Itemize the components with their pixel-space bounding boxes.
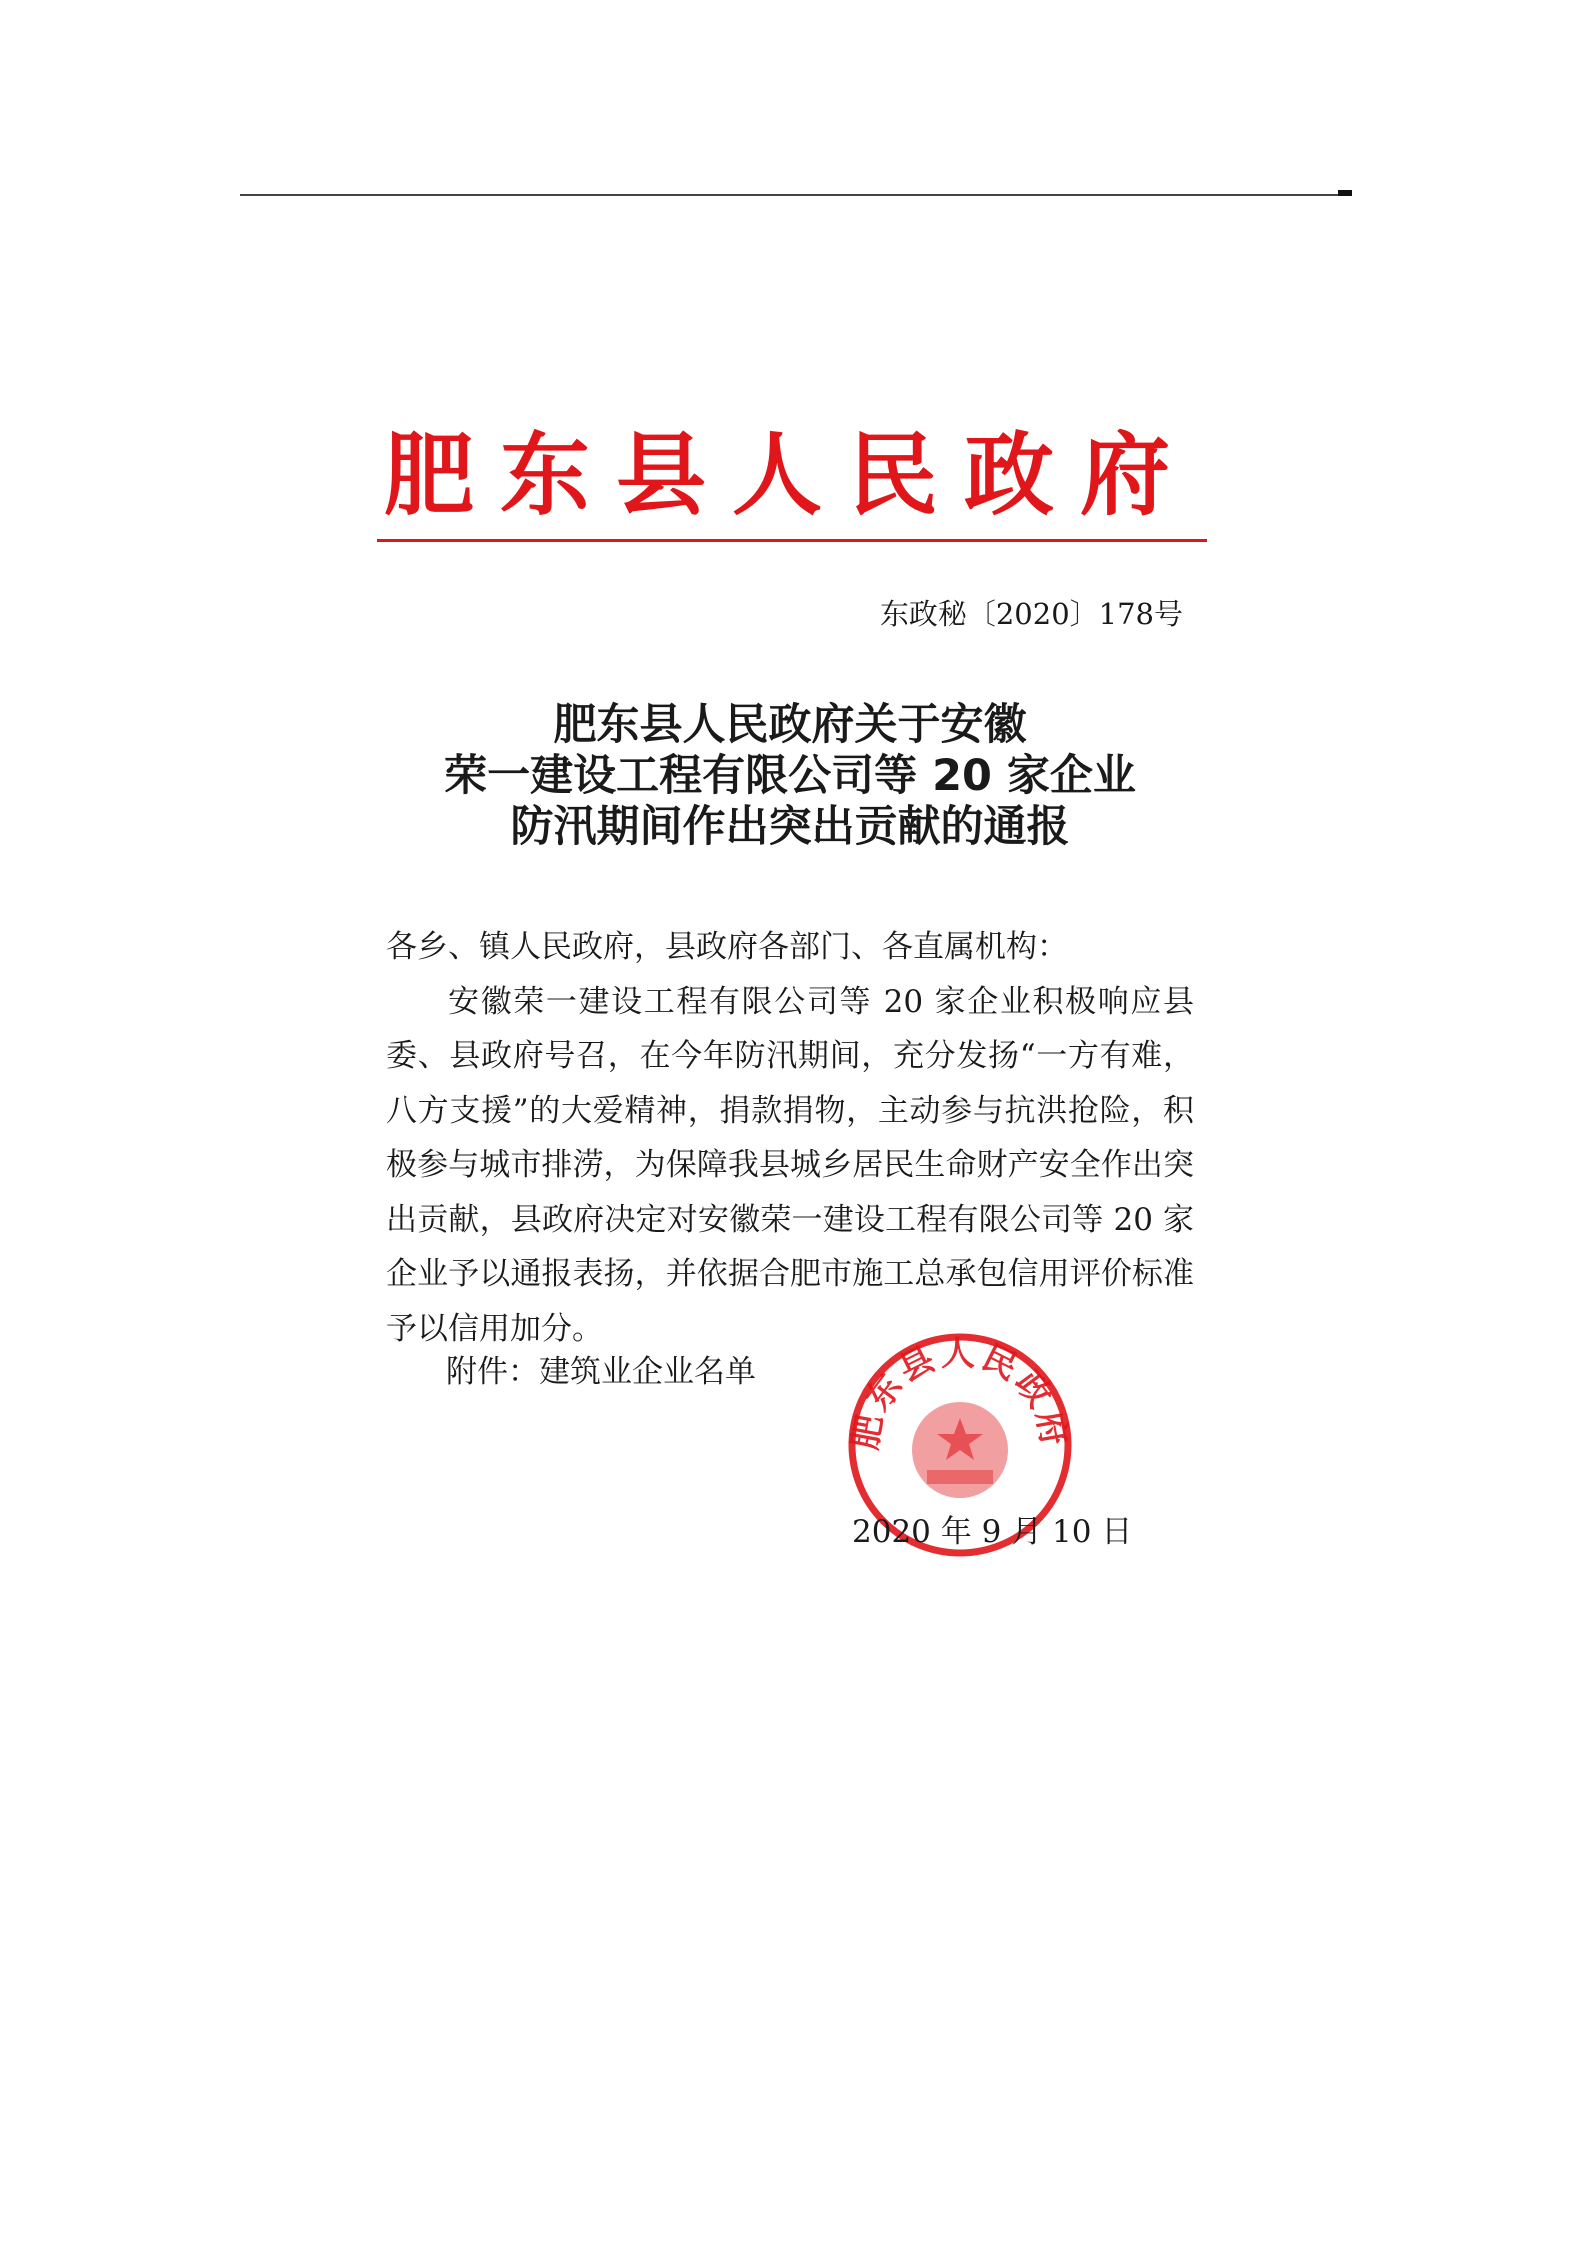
svg-text:肥东县人民政府: 肥东县人民政府 xyxy=(845,1333,1075,1453)
document-title xyxy=(240,700,1340,853)
issuing-authority-header: 肥东县人民政府 xyxy=(384,422,1196,528)
title-line: 荣一建设工程有限公司等 20 家企业 xyxy=(444,751,1136,801)
document-number: 东政秘〔2020〕178号 xyxy=(879,597,1183,631)
title-line: 防汛期间作出突出贡献的通报 xyxy=(510,802,1070,852)
scan-mark xyxy=(1338,190,1352,196)
salutation: 各乡、镇人民政府，县政府各部门、各直属机构： xyxy=(386,929,1068,965)
red-separator-line xyxy=(377,539,1207,542)
title-line: 肥东县人民政府关于安徽 xyxy=(553,700,1027,750)
attachment-note: 附件：建筑业企业名单 xyxy=(446,1354,756,1390)
issue-date: 2020 年 9 月 10 日 xyxy=(852,1514,1133,1550)
top-border-line xyxy=(240,194,1340,196)
document-body xyxy=(386,920,1194,1356)
body-paragraph: 安徽荣一建设工程有限公司等 20 家企业积极响应县委、县政府号召，在今年防汛期间，充分发扬“一方有难，八方支援”的大爱精神，捐款捐物，主动参与抗洪抢险，积极参与城市排涝，为保障我县城乡居民生命财产安全作出突出贡献，县政府决定对安徽荣一建设工程有限公司等 20 家企业予以通报表扬，并依据合肥市施工总承包信用评价标准予以信用加分。 xyxy=(386,983,1194,1347)
national-emblem-icon xyxy=(912,1402,1008,1498)
